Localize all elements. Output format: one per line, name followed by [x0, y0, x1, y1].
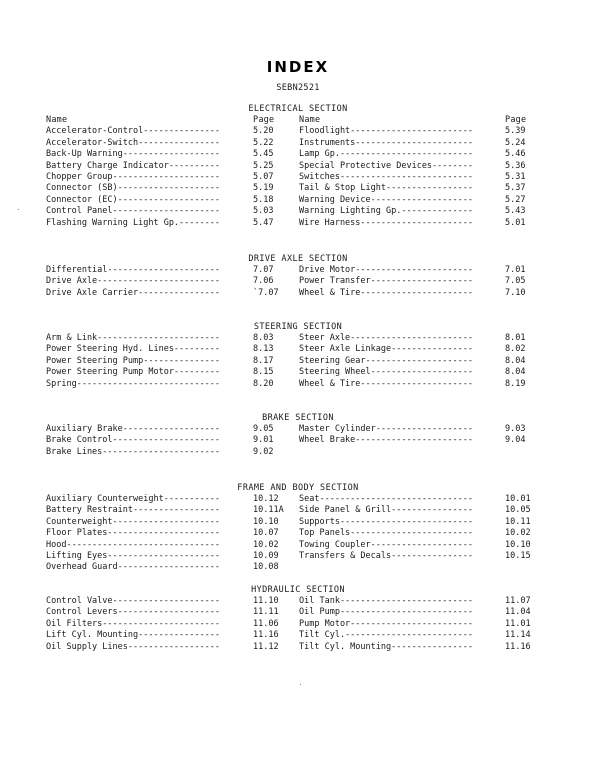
entry-page: 11.10: [253, 596, 279, 606]
entry-name: Wheel Brake-----------------------: [299, 435, 473, 446]
entry-page: 10.01: [505, 494, 531, 504]
table-row: [0, 424, 596, 435]
entry-name: Wheel & Tire----------------------: [299, 287, 473, 298]
entry-page: 5.36: [505, 160, 526, 171]
index-table: [0, 115, 596, 229]
entry-page: 11.07: [505, 596, 531, 606]
entry-name: Power Transfer--------------------: [299, 276, 473, 287]
entry-name: Master Cylinder-------------------: [299, 424, 473, 434]
entry-name: Connector (EC)--------------------: [46, 194, 220, 205]
entry-page: 5.01: [505, 217, 526, 228]
table-row: [0, 642, 596, 653]
entry-name: Brake Lines-----------------------: [46, 446, 220, 457]
entry-page: 7.07: [253, 265, 274, 275]
entry-name: Oil Supply Lines------------------: [46, 641, 220, 652]
entry-name: Control Panel---------------------: [46, 206, 220, 217]
entry-page: 8.20: [253, 378, 274, 389]
scan-speck: [300, 684, 301, 685]
entry-page: 7.10: [505, 287, 526, 298]
entry-name: Control Valve---------------------: [46, 596, 220, 606]
entry-page: 10.05: [505, 505, 531, 516]
entry-page: 11.12: [253, 641, 279, 652]
entry-page: 5.37: [505, 183, 526, 194]
entry-name: Power Steering Pump---------------: [46, 355, 220, 366]
entry-page: 9.05: [253, 424, 274, 434]
entry-page: 8.15: [253, 367, 274, 378]
entry-name: Steer Axle------------------------: [299, 333, 473, 343]
page-title: INDEX: [266, 58, 330, 76]
entry-page: 10.11: [505, 516, 531, 527]
entry-name: Steer Axle Linkage----------------: [299, 344, 473, 355]
table-row: [0, 183, 596, 194]
entry-name: Wire Harness----------------------: [299, 217, 473, 228]
entry-name: Power Steering Pump Motor---------: [46, 367, 220, 378]
table-row: [0, 367, 596, 378]
entry-page: 5.03: [253, 206, 274, 217]
entry-name: Pump Motor------------------------: [299, 618, 473, 629]
entry-page: 9.01: [253, 435, 274, 446]
table-row: [0, 596, 596, 607]
table-row: [0, 172, 596, 183]
entry-name: Floor Plates----------------------: [46, 528, 220, 539]
entry-name: Side Panel & Grill----------------: [299, 505, 473, 516]
entry-page: 11.01: [505, 618, 531, 629]
entry-name: Wheel & Tire----------------------: [299, 378, 473, 389]
entry-name: Hood------------------------------: [46, 539, 220, 550]
table-row: [0, 126, 596, 137]
table-row: [0, 517, 596, 528]
entry-name: Switches--------------------------: [299, 171, 473, 182]
entry-page: 10.15: [505, 550, 531, 561]
entry-name: Transfers & Decals----------------: [299, 550, 473, 561]
entry-page: 11.06: [253, 618, 279, 629]
entry-name: Tilt Cyl. Mounting----------------: [299, 641, 473, 652]
table-row: [0, 276, 596, 287]
entry-name: Lift Cyl. Mounting----------------: [46, 630, 220, 641]
entry-name: Overhead Guard--------------------: [46, 562, 220, 573]
entry-page: 10.11A: [253, 505, 284, 516]
entry-page: 5.45: [253, 149, 274, 160]
entry-name: Control Levers--------------------: [46, 607, 220, 618]
table-row: [0, 619, 596, 630]
entry-page: 5.43: [505, 206, 526, 217]
section-steering: [0, 322, 596, 390]
table-row: [0, 218, 596, 229]
column-header-row: [0, 115, 596, 126]
entry-name: Chopper Group---------------------: [46, 171, 220, 182]
index-table: [0, 596, 596, 653]
entry-page: 8.19: [505, 378, 526, 389]
index-table: [0, 333, 596, 390]
entry-page: 10.12: [253, 494, 279, 504]
entry-name: Drive Axle------------------------: [46, 276, 220, 287]
entry-name: Oil Tank--------------------------: [299, 596, 473, 606]
entry-name: Differential----------------------: [46, 265, 220, 275]
entry-name: Drive Axle Carrier----------------: [46, 287, 220, 298]
table-row: [0, 607, 596, 618]
column-header-page: Page: [505, 115, 527, 125]
table-row: [0, 630, 596, 641]
entry-name: Supports--------------------------: [299, 516, 473, 527]
entry-page: 7.05: [505, 276, 526, 287]
entry-name: Battery Restraint-----------------: [46, 505, 220, 516]
entry-page: 5.46: [505, 149, 526, 160]
entry-page: 5.18: [253, 194, 274, 205]
entry-name: Special Protective Devices--------: [299, 160, 473, 171]
entry-name: Floodlight------------------------: [299, 126, 473, 137]
entry-page: 8.17: [253, 355, 274, 366]
entry-page: 5.47: [253, 217, 274, 228]
table-row: [0, 562, 596, 573]
entry-name: Towing Coupler--------------------: [299, 539, 473, 550]
table-row: [0, 344, 596, 355]
section-heading: ELECTRICAL SECTION: [248, 104, 348, 114]
table-row: [0, 161, 596, 172]
entry-name: Spring----------------------------: [46, 378, 220, 389]
entry-name: Battery Charge Indicator----------: [46, 160, 220, 171]
entry-page: 10.02: [505, 528, 531, 539]
entry-page: 5.25: [253, 160, 274, 171]
section-heading: STEERING SECTION: [253, 322, 343, 332]
section-drive-axle: [0, 254, 596, 299]
entry-name: Tilt Cyl.-------------------------: [299, 630, 473, 641]
section-electrical: [0, 104, 596, 229]
table-row: [0, 149, 596, 160]
column-header-name: Name: [46, 115, 68, 125]
entry-page: 10.08: [253, 562, 279, 573]
entry-name: Brake Control---------------------: [46, 435, 220, 446]
entry-page: 11.16: [505, 641, 531, 652]
entry-page: 8.04: [505, 367, 526, 378]
entry-name: Top Panels------------------------: [299, 528, 473, 539]
section-hydraulic: [0, 585, 596, 653]
entry-name: Auxiliary Brake-------------------: [46, 424, 220, 434]
entry-name: Back-Up Warning-------------------: [46, 149, 220, 160]
entry-name: Counterweight---------------------: [46, 516, 220, 527]
entry-page: 10.07: [253, 528, 279, 539]
index-table: [0, 494, 596, 574]
table-row: [0, 195, 596, 206]
entry-page: 11.14: [505, 630, 531, 641]
index-table: [0, 424, 596, 458]
entry-page: 9.04: [505, 435, 526, 446]
index-table: [0, 265, 596, 299]
entry-page: 5.39: [505, 126, 526, 137]
entry-name: Auxiliary Counterweight-----------: [46, 494, 220, 504]
entry-page: 10.10: [505, 539, 531, 550]
table-row: [0, 505, 596, 516]
entry-page: 8.04: [505, 355, 526, 366]
entry-name: Warning Device--------------------: [299, 194, 473, 205]
table-row: [0, 288, 596, 299]
entry-page: 10.10: [253, 516, 279, 527]
table-row: [0, 379, 596, 390]
table-row: [0, 206, 596, 217]
section-heading: HYDRAULIC SECTION: [251, 585, 345, 595]
entry-page: 5.19: [253, 183, 274, 194]
entry-name: Tail & Stop Light-----------------: [299, 183, 473, 194]
entry-page: 8.03: [253, 333, 274, 343]
entry-page: 8.01: [505, 333, 526, 343]
entry-page: `7.07: [253, 287, 279, 298]
entry-name: Seat------------------------------: [299, 494, 473, 504]
entry-page: 8.13: [253, 344, 274, 355]
entry-page: 5.24: [505, 137, 526, 148]
table-row: [0, 356, 596, 367]
entry-page: 5.27: [505, 194, 526, 205]
entry-page: 9.03: [505, 424, 526, 434]
section-heading: FRAME AND BODY SECTION: [237, 483, 359, 493]
table-row: [0, 551, 596, 562]
table-row: [0, 265, 596, 276]
entry-name: Oil Pump--------------------------: [299, 607, 473, 618]
entry-page: 7.01: [505, 265, 526, 275]
table-row: [0, 447, 596, 458]
table-row: [0, 540, 596, 551]
entry-page: 5.22: [253, 137, 274, 148]
entry-name: Warning Lighting Gp.--------------: [299, 206, 473, 217]
table-row: [0, 528, 596, 539]
entry-page: 11.16: [253, 630, 279, 641]
entry-page: 11.04: [505, 607, 531, 618]
entry-name: Steering Gear---------------------: [299, 355, 473, 366]
entry-page: 5.31: [505, 171, 526, 182]
entry-name: Flashing Warning Light Gp.--------: [46, 217, 220, 228]
table-row: [0, 333, 596, 344]
entry-name: Accelerator-Control---------------: [46, 126, 220, 137]
entry-name: Steering Wheel--------------------: [299, 367, 473, 378]
entry-page: 8.02: [505, 344, 526, 355]
column-header-name: Name: [299, 115, 321, 125]
entry-page: 5.07: [253, 171, 274, 182]
entry-page: 11.11: [253, 607, 279, 618]
entry-name: Accelerator-Switch----------------: [46, 137, 220, 148]
section-heading: DRIVE AXLE SECTION: [248, 254, 348, 264]
column-header-page: Page: [253, 115, 275, 125]
entry-page: 5.20: [253, 126, 274, 137]
table-row: [0, 138, 596, 149]
entry-page: 10.09: [253, 550, 279, 561]
document-number: SEBN2521: [276, 83, 320, 93]
entry-name: Connector (SB)--------------------: [46, 183, 220, 194]
entry-name: Lamp Gp.--------------------------: [299, 149, 473, 160]
entry-page: 7.06: [253, 276, 274, 287]
section-brake: [0, 413, 596, 458]
entry-name: Lifting Eyes----------------------: [46, 550, 220, 561]
section-frame-body: [0, 483, 596, 574]
entry-name: Arm & Link------------------------: [46, 333, 220, 343]
table-row: [0, 494, 596, 505]
entry-page: 9.02: [253, 446, 274, 457]
entry-name: Drive Motor-----------------------: [299, 265, 473, 275]
entry-name: Instruments-----------------------: [299, 137, 473, 148]
entry-page: 10.02: [253, 539, 279, 550]
section-heading: BRAKE SECTION: [262, 413, 334, 423]
entry-name: Oil Filters-----------------------: [46, 618, 220, 629]
table-row: [0, 435, 596, 446]
entry-name: Power Steering Hyd. Lines---------: [46, 344, 220, 355]
